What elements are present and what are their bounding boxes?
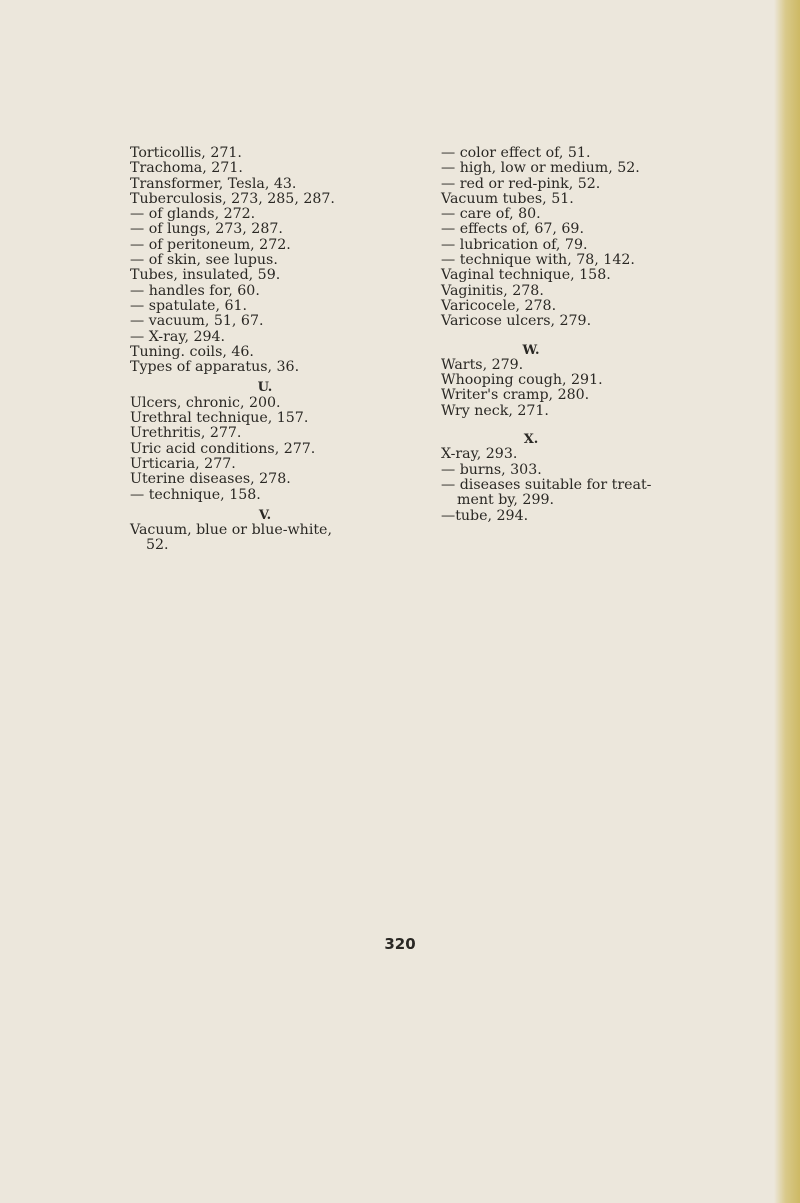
index-entry: Torticollis, 271. (130, 145, 242, 161)
index-entry: — effects of, 67, 69. (441, 221, 584, 238)
index-entry-continuation: 52. (146, 537, 169, 554)
page-edge (774, 0, 800, 1203)
index-entry: Tuning. coils, 46. (130, 343, 254, 360)
index-entry: Ulcers, chronic, 200. (130, 394, 281, 411)
index-column-right (441, 146, 761, 524)
index-entry: — spatulate, 61. (130, 297, 248, 314)
page-number: 320 (384, 935, 416, 953)
index-entry: — care of, 80. (441, 206, 541, 223)
index-group-v (130, 523, 430, 554)
section-letter-u: U. (257, 380, 273, 396)
index-entry: — vacuum, 51, 67. (130, 313, 264, 330)
index-entry: Whooping cough, 291. (441, 372, 603, 389)
index-entry: — red or red-pink, 52. (441, 175, 601, 192)
index-entry: Urethral technique, 157. (130, 410, 309, 427)
index-entry: Varicose ulcers, 279. (441, 313, 592, 330)
index-entry: Uterine diseases, 278. (130, 471, 291, 488)
index-entry: Wry neck, 271. (441, 402, 549, 419)
index-entry: Uric acid conditions, 277. (130, 440, 316, 457)
index-entry: Warts, 279. (441, 356, 524, 373)
index-entry: — of peritoneum, 272. (130, 236, 291, 253)
index-group-v-continued (441, 146, 761, 330)
index-entry: Urethritis, 277. (130, 425, 242, 442)
index-entry: Tuberculosis, 273, 285, 287. (130, 190, 335, 207)
index-entry: —tube, 294. (441, 507, 529, 524)
index-entry: Vaginal technique, 158. (441, 267, 611, 284)
index-entry: — high, low or medium, 52. (441, 160, 640, 177)
index-entry: — color effect of, 51. (441, 145, 591, 161)
index-group-w (441, 358, 761, 419)
index-group-u (130, 396, 430, 503)
index-entry: — of lungs, 273, 287. (130, 221, 283, 238)
index-entry: — handles for, 60. (130, 282, 260, 299)
index-entry: — technique with, 78, 142. (441, 252, 635, 269)
index-entry: X-ray, 293. (441, 446, 518, 463)
index-entry: Types of apparatus, 36. (130, 359, 300, 376)
section-letter-w: W. (522, 342, 540, 358)
index-entry: — technique, 158. (130, 486, 261, 503)
section-letter-v: V. (258, 507, 272, 523)
index-entry: — diseases suitable for treat- (441, 476, 652, 493)
index-entry: — of skin, see lupus. (130, 252, 278, 269)
index-entry: Trachoma, 271. (130, 160, 243, 177)
section-letter-x: X. (523, 432, 539, 448)
index-entry: — of glands, 272. (130, 206, 256, 223)
index-entry: Varicocele, 278. (441, 297, 557, 314)
index-entry: — burns, 303. (441, 461, 542, 478)
index-column-left (130, 146, 430, 554)
index-entry: Urticaria, 277. (130, 455, 236, 472)
index-entry: Transformer, Tesla, 43. (130, 175, 297, 192)
index-group-x (441, 447, 761, 523)
index-entry-continuation: ment by, 299. (457, 492, 555, 509)
index-entry: Tubes, insulated, 59. (130, 267, 281, 284)
index-group-t (130, 146, 430, 375)
index-entry: — lubrication of, 79. (441, 236, 588, 253)
index-entry: Vaginitis, 278. (441, 282, 544, 299)
index-entry: Writer's cramp, 280. (441, 387, 590, 404)
index-entry: Vacuum, blue or blue-white, (130, 522, 332, 539)
index-entry: Vacuum tubes, 51. (441, 190, 574, 207)
index-entry: — X-ray, 294. (130, 328, 226, 345)
